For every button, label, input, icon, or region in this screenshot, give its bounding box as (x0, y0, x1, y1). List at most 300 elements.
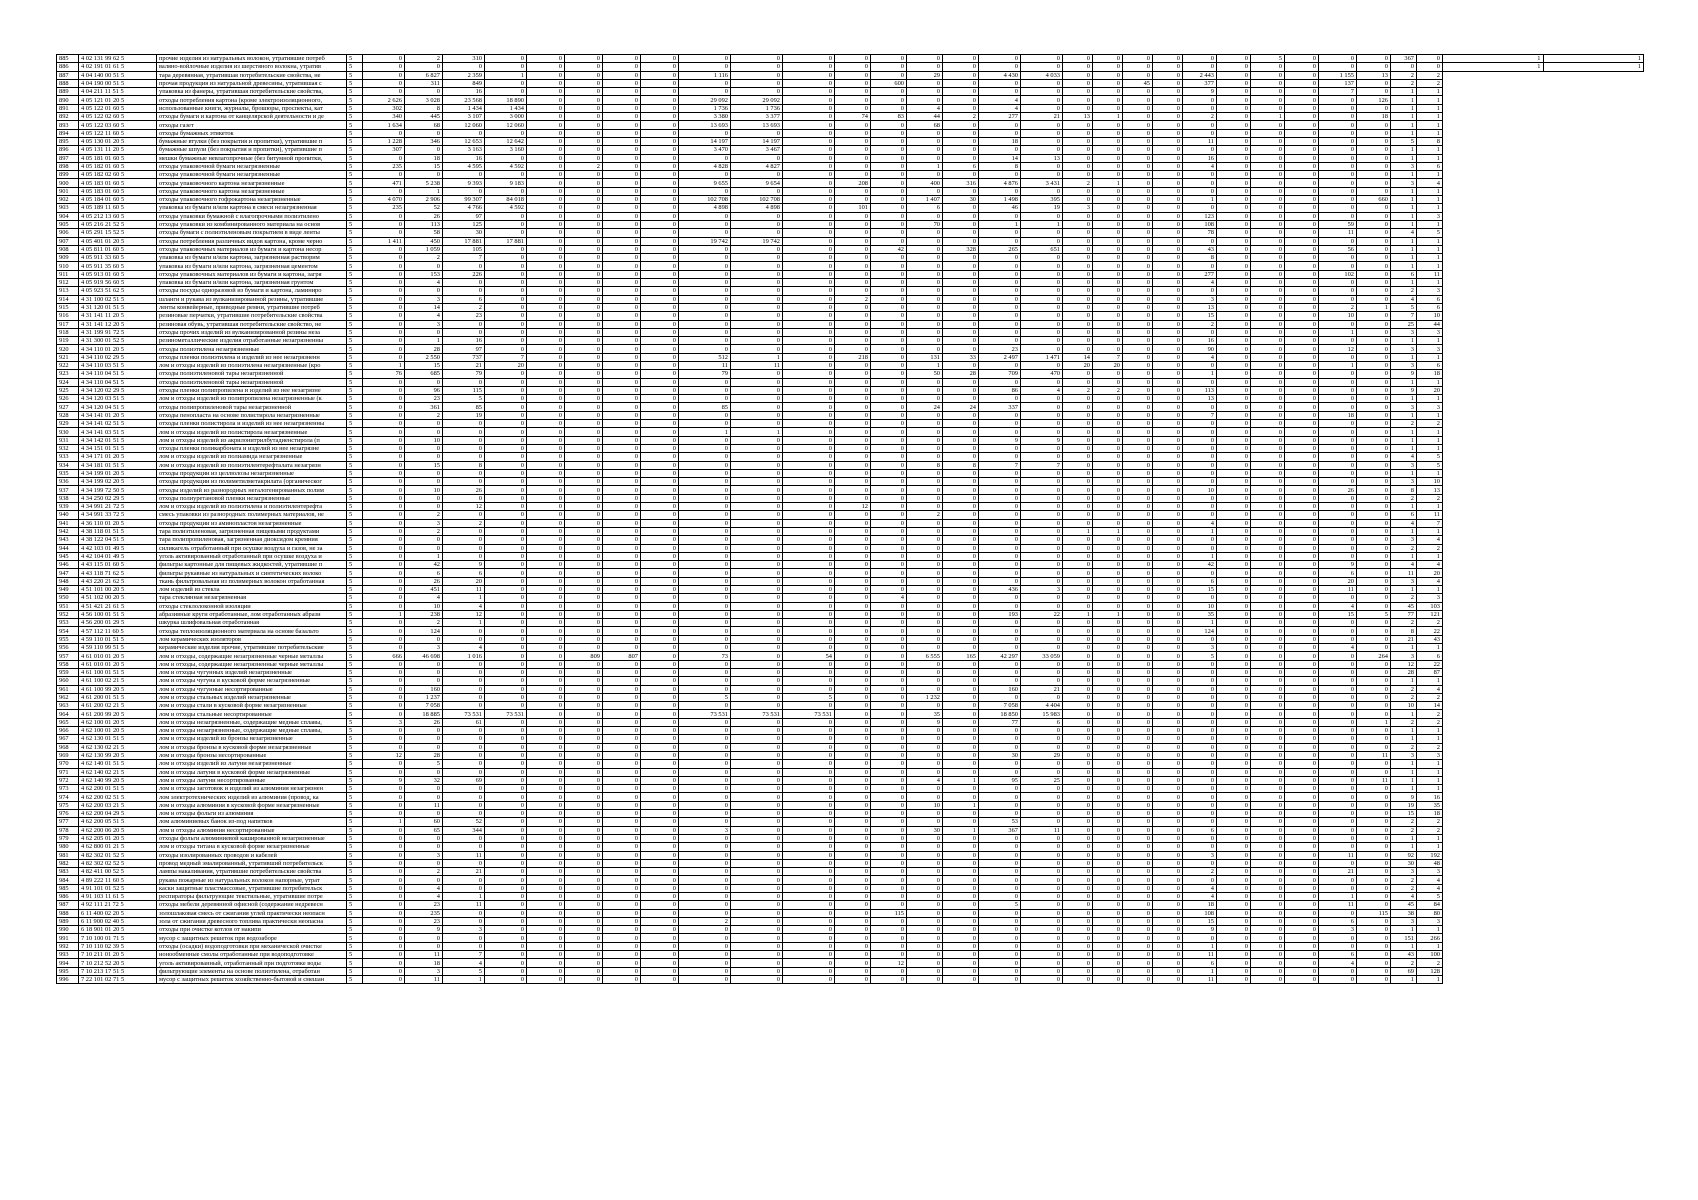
waste-code-cell: 4 62 200 02 51 5 (79, 793, 157, 801)
value-cell: 0 (835, 818, 871, 826)
value-cell: 0 (1123, 544, 1153, 552)
value-cell: 0 (907, 926, 943, 934)
hazard-class-cell: 5 (347, 428, 363, 436)
value-cell: 0 (907, 337, 943, 345)
value-cell: 0 (1217, 444, 1251, 452)
value-cell: 4 (443, 602, 485, 610)
value-cell: 1 (1417, 121, 1443, 129)
value-cell: 0 (485, 627, 527, 635)
waste-name-cell: лом и отходы изделий из полистирола незагрязненные (157, 428, 347, 436)
value-cell: 471 (363, 179, 405, 187)
table-row (57, 337, 1644, 345)
value-cell: 11 (405, 951, 443, 959)
value-cell: 0 (835, 868, 871, 876)
value-cell: 20 (1093, 361, 1123, 369)
value-cell: 0 (1417, 55, 1443, 63)
value-cell: 0 (979, 967, 1021, 975)
value-cell: 0 (979, 411, 1021, 419)
value-cell: 54 (783, 652, 835, 660)
value-cell: 0 (603, 536, 641, 544)
value-cell: 0 (907, 478, 943, 486)
value-cell: 0 (1021, 693, 1063, 701)
value-cell: 16 (1183, 337, 1217, 345)
table-row (57, 751, 1644, 759)
value-cell: 0 (485, 660, 527, 668)
value-cell: 2 (1391, 287, 1417, 295)
value-cell: 0 (1153, 751, 1183, 759)
value-cell: 0 (363, 303, 405, 311)
value-cell: 0 (1251, 718, 1285, 726)
value-cell: 0 (1153, 826, 1183, 834)
value-cell: 0 (1123, 735, 1153, 743)
value-cell: 0 (485, 594, 527, 602)
value-cell: 0 (1123, 171, 1153, 179)
waste-code-cell: 4 36 110 01 20 5 (79, 519, 157, 527)
value-cell: 3 000 (485, 113, 527, 121)
value-cell: 0 (1123, 934, 1153, 942)
value-cell: 0 (1183, 146, 1217, 154)
value-cell: 6 (1183, 826, 1217, 834)
value-cell: 0 (1093, 511, 1123, 519)
value-cell: 0 (907, 187, 943, 195)
value-cell: 0 (783, 328, 835, 336)
value-cell: 12 (871, 959, 907, 967)
value-cell: 0 (565, 345, 603, 353)
value-cell: 0 (835, 967, 871, 975)
row-number-cell: 928 (57, 411, 79, 419)
value-cell: 0 (679, 760, 731, 768)
value-cell: 0 (1153, 328, 1183, 336)
value-cell: 0 (679, 411, 731, 419)
hazard-class-cell: 5 (347, 934, 363, 942)
value-cell: 4 898 (731, 204, 783, 212)
value-cell: 30 (979, 751, 1021, 759)
value-cell: 0 (835, 196, 871, 204)
value-cell: 0 (1063, 295, 1093, 303)
value-cell: 0 (783, 436, 835, 444)
value-cell: 0 (783, 121, 835, 129)
table-row (57, 220, 1644, 228)
waste-name-cell: лом и отходы изделий из полиэтилентерефталата незагрязн (157, 461, 347, 469)
hazard-class-cell: 5 (347, 187, 363, 195)
value-cell: 0 (603, 494, 641, 502)
value-cell: 5 (1391, 137, 1417, 145)
value-cell: 0 (1021, 527, 1063, 535)
waste-name-cell: лом и отходы изделий из акрилонитрилбутадиенстирола (п (157, 436, 347, 444)
value-cell: 0 (679, 444, 731, 452)
value-cell: 65 (405, 826, 443, 834)
value-cell: 0 (835, 71, 871, 79)
hazard-class-cell: 5 (347, 104, 363, 112)
value-cell: 0 (1123, 693, 1153, 701)
value-cell: 1 (1251, 113, 1285, 121)
row-number-cell: 918 (57, 328, 79, 336)
value-cell: 5 (443, 967, 485, 975)
value-cell: 4 (1417, 685, 1443, 693)
value-cell: 0 (1093, 586, 1123, 594)
value-cell: 0 (1357, 876, 1391, 884)
value-cell: 0 (835, 810, 871, 818)
value-cell: 0 (1021, 561, 1063, 569)
value-cell: 0 (1093, 552, 1123, 560)
value-cell: 0 (565, 328, 603, 336)
value-cell: 0 (943, 851, 979, 859)
value-cell: 0 (641, 187, 679, 195)
value-cell: 30 (443, 229, 485, 237)
value-cell: 0 (1319, 254, 1357, 262)
value-cell: 0 (1319, 668, 1357, 676)
value-cell: 6 (1319, 917, 1357, 925)
value-cell: 0 (907, 942, 943, 950)
value-cell: 0 (641, 801, 679, 809)
value-cell: 0 (1063, 727, 1093, 735)
value-cell: 0 (603, 353, 641, 361)
value-cell: 0 (641, 884, 679, 892)
waste-code-cell: 4 62 130 01 51 5 (79, 735, 157, 743)
value-cell: 1 (363, 361, 405, 369)
value-cell: 0 (363, 312, 405, 320)
value-cell: 0 (783, 55, 835, 63)
value-cell: 0 (871, 859, 907, 867)
value-cell: 0 (1285, 702, 1319, 710)
value-cell: 0 (363, 967, 405, 975)
row-number-cell: 964 (57, 710, 79, 718)
value-cell: 0 (871, 353, 907, 361)
waste-name-cell: лом и отходы латуни в кусковой форме незагрязненные (157, 768, 347, 776)
value-cell: 0 (871, 677, 907, 685)
waste-name-cell: лом электротехнических изделий из алюминия (провод, ка (157, 793, 347, 801)
value-cell: 9 (363, 776, 405, 784)
value-cell: 0 (1093, 892, 1123, 900)
value-cell: 0 (641, 79, 679, 87)
value-cell: 0 (1123, 461, 1153, 469)
value-cell: 0 (527, 121, 565, 129)
table-row (57, 204, 1644, 212)
value-cell: 0 (527, 113, 565, 121)
value-cell: 0 (527, 818, 565, 826)
value-cell: 18 (1417, 810, 1443, 818)
value-cell: 0 (603, 420, 641, 428)
value-cell: 1 (1417, 411, 1443, 419)
value-cell: 0 (1153, 121, 1183, 129)
value-cell: 0 (603, 245, 641, 253)
waste-name-cell: отходы упаковочного картона незагрязненные (157, 187, 347, 195)
row-number-cell: 927 (57, 403, 79, 411)
waste-name-cell: бумажные шпули (без покрытия и пропитки), утратившие п (157, 146, 347, 154)
waste-code-cell: 4 34 110 04 51 5 (79, 378, 157, 386)
value-cell: 1 (979, 220, 1021, 228)
value-cell: 0 (1153, 702, 1183, 710)
hazard-class-cell: 5 (347, 287, 363, 295)
value-cell: 0 (679, 295, 731, 303)
table-row (57, 942, 1644, 950)
value-cell: 0 (1217, 187, 1251, 195)
value-cell: 0 (603, 602, 641, 610)
table-row (57, 710, 1644, 718)
value-cell: 0 (443, 320, 485, 328)
value-cell: 0 (1357, 494, 1391, 502)
value-cell: 0 (943, 785, 979, 793)
value-cell: 0 (979, 511, 1021, 519)
waste-name-cell: отходы бумаги и картона от канцелярской деятельности и де (157, 113, 347, 121)
value-cell: 0 (527, 627, 565, 635)
value-cell: 0 (1357, 569, 1391, 577)
value-cell: 0 (979, 909, 1021, 917)
value-cell: 0 (527, 859, 565, 867)
waste-code-cell: 4 34 991 21 72 5 (79, 503, 157, 511)
value-cell: 0 (363, 951, 405, 959)
value-cell: 43 (1183, 245, 1217, 253)
value-cell: 0 (565, 876, 603, 884)
value-cell: 0 (565, 411, 603, 419)
value-cell: 0 (443, 660, 485, 668)
value-cell: 0 (835, 660, 871, 668)
value-cell: 0 (1093, 619, 1123, 627)
value-cell: 0 (871, 561, 907, 569)
value-cell: 1 (1391, 196, 1417, 204)
value-cell: 0 (835, 702, 871, 710)
hazard-class-cell: 5 (347, 810, 363, 818)
value-cell: 0 (783, 975, 835, 983)
hazard-class-cell: 5 (347, 693, 363, 701)
value-cell: 1 (1391, 768, 1417, 776)
value-cell: 4 (1319, 602, 1357, 610)
value-cell: 0 (1123, 436, 1153, 444)
value-cell: 0 (835, 444, 871, 452)
value-cell: 0 (979, 677, 1021, 685)
value-cell: 0 (1063, 212, 1093, 220)
value-cell: 0 (1251, 254, 1285, 262)
hazard-class-cell: 5 (347, 486, 363, 494)
value-cell: 0 (641, 96, 679, 104)
table-row (57, 594, 1644, 602)
waste-name-cell: лом и отходы изделий из полиамида незагрязненные (157, 453, 347, 461)
value-cell: 0 (1123, 826, 1153, 834)
value-cell: 0 (363, 229, 405, 237)
value-cell: 0 (871, 801, 907, 809)
value-cell: 0 (641, 295, 679, 303)
value-cell: 0 (527, 245, 565, 253)
value-cell: 0 (1319, 801, 1357, 809)
table-row (57, 146, 1644, 154)
value-cell: 0 (1093, 279, 1123, 287)
value-cell: 4 (1417, 561, 1443, 569)
value-cell: 3 (1417, 917, 1443, 925)
value-cell: 45 (1123, 79, 1153, 87)
value-cell: 0 (783, 79, 835, 87)
waste-code-cell: 4 05 913 01 60 5 (79, 270, 157, 278)
value-cell: 0 (783, 245, 835, 253)
waste-name-cell: лом и отходы изделий из полипропилена незагрязненные (к (157, 395, 347, 403)
waste-name-cell: лом и отходы алюминия в кусковой форме незагрязненные (157, 801, 347, 809)
value-cell: 0 (641, 320, 679, 328)
value-cell: 0 (835, 536, 871, 544)
value-cell: 0 (1063, 411, 1093, 419)
value-cell: 87 (1417, 668, 1443, 676)
value-cell: 0 (731, 826, 783, 834)
row-number-cell: 950 (57, 594, 79, 602)
value-cell: 0 (1153, 96, 1183, 104)
value-cell: 2 (1391, 619, 1417, 627)
hazard-class-cell: 5 (347, 444, 363, 452)
value-cell: 0 (679, 627, 731, 635)
value-cell: 0 (679, 229, 731, 237)
value-cell: 0 (943, 469, 979, 477)
value-cell: 0 (679, 386, 731, 394)
value-cell: 0 (363, 461, 405, 469)
value-cell: 32 (405, 776, 443, 784)
value-cell: 1 (1417, 776, 1443, 784)
waste-code-cell: 4 56 200 01 29 5 (79, 619, 157, 627)
value-cell: 0 (1093, 461, 1123, 469)
waste-code-cell: 4 34 171 01 20 5 (79, 453, 157, 461)
value-cell: 0 (1123, 121, 1153, 129)
value-cell: 0 (907, 727, 943, 735)
value-cell: 1 (1391, 395, 1417, 403)
value-cell: 0 (1319, 876, 1357, 884)
value-cell: 0 (679, 727, 731, 735)
value-cell: 0 (731, 760, 783, 768)
value-cell: 160 (979, 685, 1021, 693)
value-cell: 1 (1417, 469, 1443, 477)
value-cell: 0 (907, 79, 943, 87)
value-cell: 0 (1319, 453, 1357, 461)
value-cell: 125 (443, 220, 485, 228)
value-cell: 0 (1251, 478, 1285, 486)
value-cell: 0 (1063, 594, 1093, 602)
value-cell: 153 (405, 270, 443, 278)
value-cell: 3 380 (679, 113, 731, 121)
value-cell: 0 (907, 486, 943, 494)
value-cell: 0 (1251, 453, 1285, 461)
value-cell: 0 (783, 303, 835, 311)
value-cell: 1 (1357, 303, 1391, 311)
value-cell: 10 (405, 486, 443, 494)
value-cell: 8 (405, 104, 443, 112)
value-cell: 0 (641, 303, 679, 311)
hazard-class-cell: 5 (347, 436, 363, 444)
value-cell: 0 (1285, 668, 1319, 676)
value-cell: 1 (731, 353, 783, 361)
value-cell: 0 (641, 378, 679, 386)
value-cell: 0 (641, 420, 679, 428)
value-cell: 0 (1251, 627, 1285, 635)
value-cell: 0 (679, 337, 731, 345)
value-cell: 0 (1153, 552, 1183, 560)
value-cell: 0 (783, 635, 835, 643)
value-cell: 165 (943, 652, 979, 660)
value-cell: 69 (443, 776, 485, 784)
value-cell: 0 (363, 171, 405, 179)
value-cell: 0 (1123, 868, 1153, 876)
table-row (57, 917, 1644, 925)
value-cell: 0 (443, 171, 485, 179)
value-cell: 0 (871, 577, 907, 585)
value-cell: 0 (1123, 162, 1153, 170)
value-cell: 18 (1357, 113, 1391, 121)
value-cell: 0 (943, 386, 979, 394)
value-cell: 0 (979, 337, 1021, 345)
value-cell: 0 (565, 892, 603, 900)
value-cell: 20 (485, 361, 527, 369)
table-row (57, 237, 1644, 245)
value-cell: 0 (485, 776, 527, 784)
value-cell: 0 (485, 428, 527, 436)
value-cell: 0 (835, 561, 871, 569)
value-cell: 0 (871, 428, 907, 436)
table-row (57, 610, 1644, 618)
value-cell: 0 (363, 129, 405, 137)
value-cell: 0 (783, 187, 835, 195)
value-cell: 0 (835, 146, 871, 154)
value-cell: 0 (1251, 876, 1285, 884)
value-cell: 0 (835, 287, 871, 295)
value-cell: 0 (835, 237, 871, 245)
value-cell: 3 (363, 718, 405, 726)
value-cell: 0 (783, 461, 835, 469)
value-cell: 0 (1021, 785, 1063, 793)
value-cell: 0 (835, 386, 871, 394)
value-cell: 0 (783, 702, 835, 710)
value-cell: 1 736 (679, 104, 731, 112)
value-cell: 0 (731, 892, 783, 900)
waste-name-cell: каски защитные пластмассовые, утратившие потребительск (157, 884, 347, 892)
value-cell: 0 (907, 859, 943, 867)
value-cell: 0 (1123, 187, 1153, 195)
value-cell: 4 (1183, 162, 1217, 170)
value-cell: 0 (835, 951, 871, 959)
value-cell: 0 (641, 610, 679, 618)
value-cell: 0 (527, 196, 565, 204)
waste-code-cell: 4 05 911 33 60 5 (79, 254, 157, 262)
value-cell: 0 (835, 254, 871, 262)
value-cell: 1 (1391, 843, 1417, 851)
waste-name-cell: мусор с защитных решеток хозяйственно-бытовой и смешан (157, 975, 347, 983)
value-cell: 0 (641, 121, 679, 129)
row-number-cell: 888 (57, 79, 79, 87)
value-cell: 0 (641, 735, 679, 743)
value-cell: 0 (603, 710, 641, 718)
value-cell: 0 (1285, 328, 1319, 336)
value-cell: 0 (1319, 544, 1357, 552)
value-cell: 1 (1391, 212, 1417, 220)
value-cell: 1 (1391, 279, 1417, 287)
value-cell: 0 (1183, 843, 1217, 851)
value-cell: 160 (405, 685, 443, 693)
value-cell: 0 (603, 527, 641, 535)
value-cell: 0 (565, 718, 603, 726)
value-cell: 20 (1417, 569, 1443, 577)
value-cell: 0 (871, 843, 907, 851)
value-cell: 2 (1417, 693, 1443, 701)
value-cell: 0 (871, 702, 907, 710)
value-cell: 0 (907, 619, 943, 627)
value-cell: 0 (835, 586, 871, 594)
value-cell: 0 (1251, 121, 1285, 129)
value-cell: 0 (1021, 818, 1063, 826)
value-cell: 5 (1391, 303, 1417, 311)
value-cell: 0 (1285, 710, 1319, 718)
value-cell: 12 (443, 503, 485, 511)
value-cell: 0 (907, 245, 943, 253)
value-cell: 0 (443, 635, 485, 643)
hazard-class-cell: 5 (347, 370, 363, 378)
value-cell: 0 (1123, 527, 1153, 535)
row-number-cell: 989 (57, 917, 79, 925)
table-row (57, 179, 1644, 187)
value-cell: 0 (405, 503, 443, 511)
value-cell: 1 (1417, 942, 1443, 950)
